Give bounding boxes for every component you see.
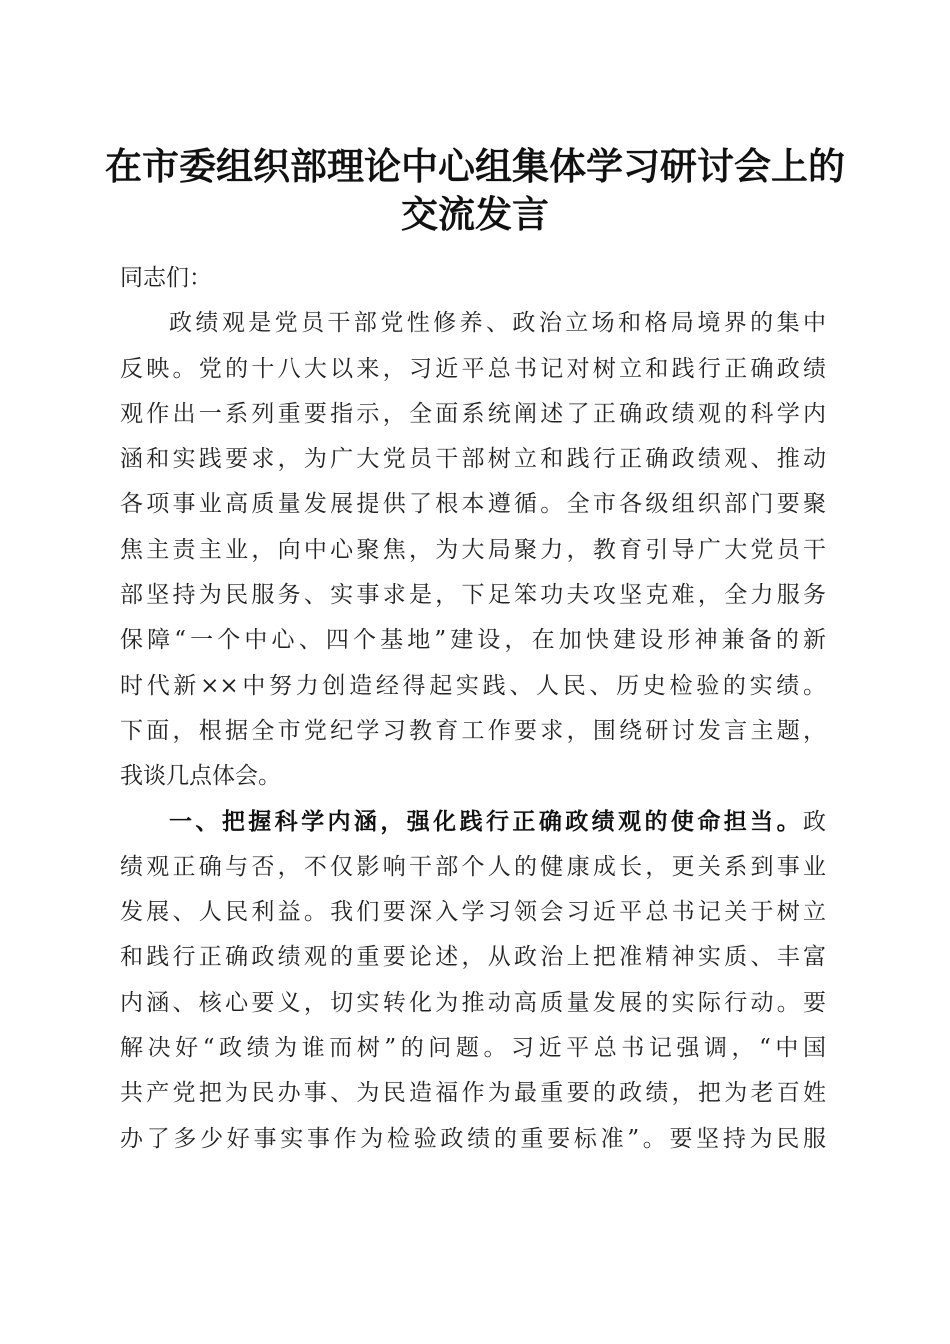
text-line: 部坚持为民服务、实事求是，下足笨功夫攻坚克难，全力服务 (120, 582, 826, 609)
text-line: 绩观正确与否，不仅影响干部个人的健康成长，更关系到事业 (120, 853, 826, 880)
text-line: 保障“一个中心、四个基地”建设，在加快建设形神兼备的新 (120, 627, 826, 654)
document-title-line-2: 交流发言 (401, 192, 549, 236)
text-line: 发展、人民利益。我们要深入学习领会习近平总书记关于树立 (120, 899, 826, 926)
text-line: 时代新××中努力创造经得起实践、人民、历史检验的实绩。 (120, 672, 826, 699)
text-line: 和践行正确政绩观的重要论述，从政治上把准精神实质、丰富 (120, 944, 826, 971)
text-line: 政绩观是党员干部党性修养、政治立场和格局境界的集中 (169, 310, 826, 337)
document-body (120, 256, 826, 1162)
section-1-first-line-rest: 政 (803, 808, 826, 835)
section-1-heading: 一、把握科学内涵，强化践行正确政绩观的使命担当。 (169, 808, 803, 835)
text-line: 观作出一系列重要指示，全面系统阐述了正确政绩观的科学内 (120, 400, 826, 427)
text-line: 焦主责主业，向中心聚焦，为大局聚力，教育引导广大党员干 (120, 536, 826, 563)
text-line: 内涵、核心要义，切实转化为推动高质量发展的实际行动。要 (120, 989, 826, 1016)
text-line: 解决好“政绩为谁而树”的问题。习近平总书记强调，“中国 (120, 1035, 826, 1062)
text-line: 共产党把为民办事、为民造福作为最重要的政绩，把为老百姓 (120, 1080, 826, 1107)
text-line: 下面，根据全市党纪学习教育工作要求，围绕研讨发言主题， (120, 717, 826, 744)
section-1-first-line (120, 800, 826, 845)
paragraph-intro (120, 301, 826, 799)
text-line: 反映。党的十八大以来，习近平总书记对树立和践行正确政绩 (120, 355, 826, 382)
text-line: 涵和实践要求，为广大党员干部树立和践行正确政绩观、推动 (120, 446, 826, 473)
document-title-line-1: 在市委组织部理论中心组集体学习研讨会上的 (105, 144, 845, 188)
section-1 (120, 800, 826, 1162)
text-line: 各项事业高质量发展提供了根本遵循。全市各级组织部门要聚 (120, 491, 826, 518)
text-line: 我谈几点体会。 (120, 763, 281, 790)
salutation: 同志们： (120, 265, 212, 291)
text-line: 办了多少好事实事作为检验政绩的重要标准”。要坚持为民服 (120, 1125, 826, 1152)
